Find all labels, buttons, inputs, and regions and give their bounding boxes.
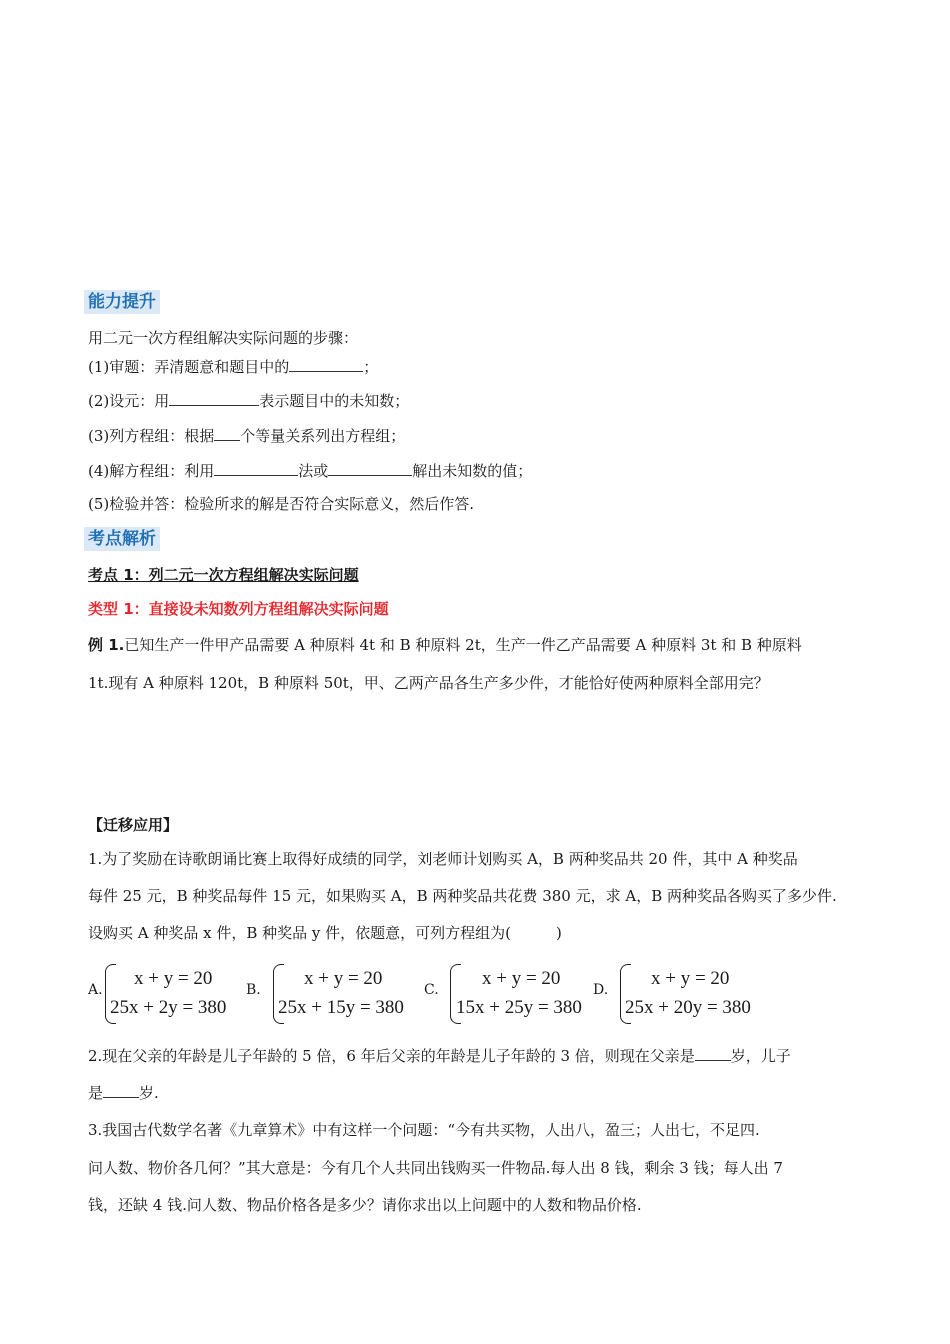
step-4-blank-2 — [328, 459, 412, 476]
q2-text-2: 岁，儿子 — [730, 1047, 791, 1065]
step-1-blank — [289, 355, 363, 372]
step-2-pre: (2)设元：用 — [88, 392, 170, 410]
steps-intro: 用二元一次方程组解决实际问题的步骤： — [88, 329, 359, 347]
option-d-eq1: x + y = 20 — [651, 968, 730, 989]
option-b-letter: B. — [246, 982, 261, 998]
step-5: (5)检验并答：检验所求的解是否符合实际意义，然后作答. — [88, 495, 475, 513]
step-3 — [88, 424, 405, 446]
option-b-eq2: 25x + 15y = 380 — [278, 997, 404, 1018]
step-4-pre: (4)解方程组：利用 — [88, 462, 215, 480]
step-1 — [88, 355, 378, 377]
option-a-eq2: 25x + 2y = 380 — [110, 997, 227, 1018]
q2-son-blank — [103, 1081, 139, 1098]
option-d-letter: D. — [593, 982, 609, 998]
option-c-eq1: x + y = 20 — [482, 968, 561, 989]
transfer-heading: 【迁移应用】 — [88, 816, 179, 834]
q1-line-3: 设购买 A 种奖品 x 件，B 种奖品 y 件，依题意，可列方程组为( ) — [88, 924, 562, 942]
step-2-blank — [169, 389, 259, 406]
step-4-mid: 法或 — [298, 462, 329, 480]
q3-line-2: 问人数、物价各几何？”其大意是：今有几个人共同出钱购买一件物品.每人出 8 钱，剩余 3 钱；每人出 7 — [88, 1159, 783, 1177]
step-2 — [88, 389, 409, 411]
q2-text-3: 是 — [88, 1084, 104, 1102]
example-1-line-1 — [88, 635, 802, 655]
option-b-eq1: x + y = 20 — [304, 968, 383, 989]
step-4-blank-1 — [214, 459, 298, 476]
section-heading-analysis: 考点解析 — [84, 527, 160, 551]
step-4-post: 解出未知数的值； — [412, 462, 533, 480]
example-1-line-2: 1t.现有 A 种原料 120t，B 种原料 50t，甲、乙两产品各生产多少件，才能恰好使两种原料全部用完？ — [88, 674, 769, 692]
option-c-eq2: 15x + 25y = 380 — [456, 997, 582, 1018]
leixing-title: 类型 1：直接设未知数列方程组解决实际问题 — [88, 600, 389, 618]
q2-text-4: 岁. — [139, 1084, 159, 1102]
option-d-eq2: 25x + 20y = 380 — [625, 997, 751, 1018]
kaodian-title: 考点 1：列二元一次方程组解决实际问题 — [88, 566, 359, 584]
option-a-eq1: x + y = 20 — [134, 968, 213, 989]
step-3-blank — [214, 424, 240, 441]
q2-line-1 — [88, 1044, 791, 1066]
q3-line-1: 3.我国古代数学名著《九章算术》中有这样一个问题：“今有共买物，人出八，盈三；人出七，不足四. — [88, 1121, 760, 1139]
q1-line-1: 1.为了奖励在诗歌朗诵比赛上取得好成绩的同学，刘老师计划购买 A，B 两种奖品共 20 件，其中 A 种奖品 — [88, 850, 798, 868]
q2-line-2 — [88, 1081, 159, 1103]
step-1-post: ； — [363, 358, 379, 376]
step-1-pre: (1)审题：弄清题意和题目中的 — [88, 358, 290, 376]
example-text-1: 已知生产一件甲产品需要 A 种原料 4t 和 B 种原料 2t，生产一件乙产品需要 A 种原料 3t 和 B 种原料 — [124, 636, 802, 654]
option-c-letter: C. — [424, 982, 439, 998]
q2-text-1: 2.现在父亲的年龄是儿子年龄的 5 倍，6 年后父亲的年龄是儿子年龄的 3 倍，则现在父亲是 — [88, 1047, 695, 1065]
step-3-post: 个等量关系列出方程组； — [240, 427, 406, 445]
step-2-post: 表示题目中的未知数； — [259, 392, 410, 410]
step-3-pre: (3)列方程组：根据 — [88, 427, 215, 445]
section-heading-ability: 能力提升 — [84, 290, 160, 314]
q1-line-2: 每件 25 元，B 种奖品每件 15 元，如果购买 A，B 两种奖品共花费 380 元，求 A，B 两种奖品各购买了多少件. — [88, 887, 837, 905]
q3-line-3: 钱，还缺 4 钱.问人数、物品价格各是多少？请你求出以上问题中的人数和物品价格. — [88, 1196, 642, 1214]
example-label: 例 1. — [88, 636, 125, 654]
step-4 — [88, 459, 532, 481]
option-a-letter: A. — [88, 982, 103, 998]
q2-father-blank — [695, 1044, 731, 1061]
